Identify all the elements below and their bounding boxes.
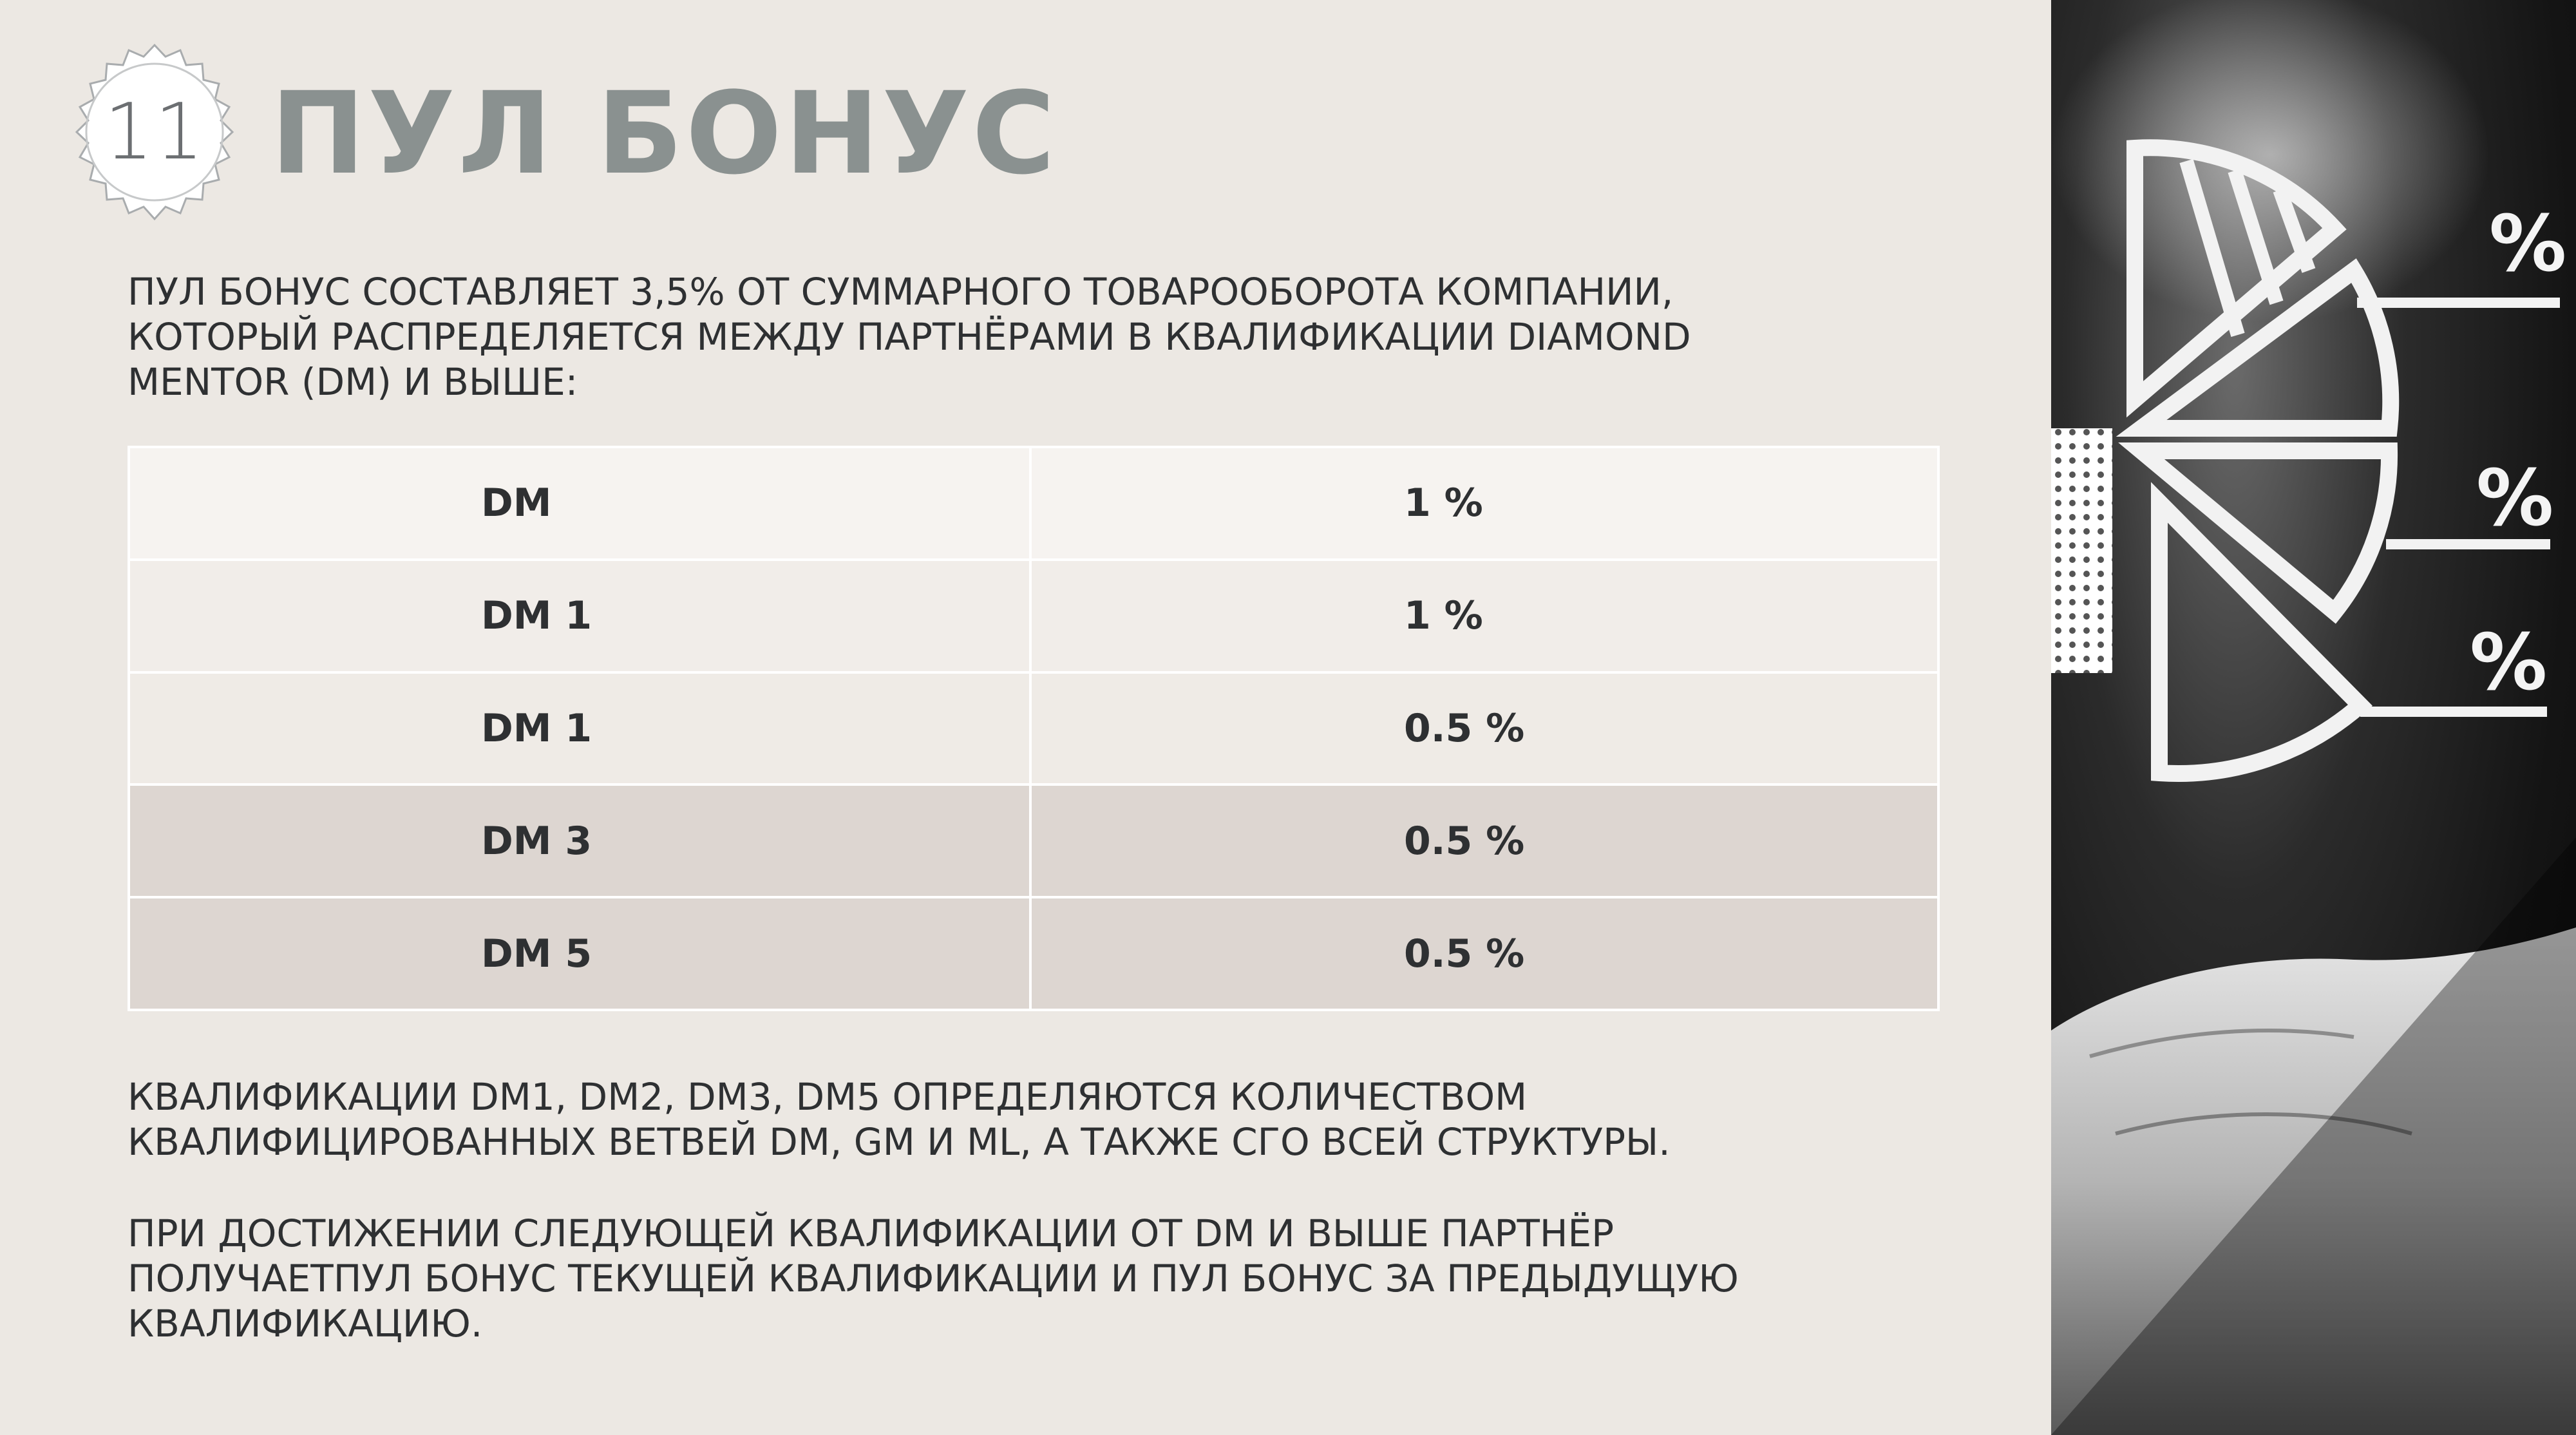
hand-chart-photo	[2051, 0, 2576, 1435]
qualification-cell: DM 1	[130, 561, 1032, 671]
slide-number-badge	[58, 35, 251, 229]
page-title: ПУЛ БОНУС	[270, 68, 1058, 200]
bonus-table	[128, 446, 1940, 1011]
table-row	[130, 561, 1937, 674]
table-row	[130, 448, 1937, 561]
table-row	[130, 674, 1937, 786]
percent-label: %	[2489, 200, 2567, 289]
table-row	[130, 898, 1937, 1009]
qualification-note: КВАЛИФИКАЦИИ DM1, DM2, DM3, DM5 ОПРЕДЕЛЯЮТСЯ КОЛИЧЕСТВОМ КВАЛИФИЦИРОВАННЫХ ВЕТВЕЙ DM, GM И ML, А ТАКЖЕ СГО ВСЕЙ СТРУКТУРЫ.	[128, 1075, 1671, 1164]
qualification-cell: DM 5	[130, 898, 1032, 1009]
qualification-cell: DM 3	[130, 786, 1032, 896]
table-row	[130, 786, 1937, 898]
bonus-cell: 0.5 %	[1404, 705, 1525, 751]
intro-text: ПУЛ БОНУС СОСТАВЛЯЕТ 3,5% ОТ СУММАРНОГО ТОВАРООБОРОТА КОМПАНИИ, КОТОРЫЙ РАСПРЕДЕЛЯЕТСЯ МЕЖДУ ПАРТНЁРАМИ В КВАЛИФИКАЦИИ DIAMOND MENTOR (DM) И ВЫШЕ:	[128, 270, 1691, 404]
slide-number: 11	[104, 87, 205, 177]
bonus-cell: 1 %	[1404, 593, 1483, 639]
qualification-cell: DM 1	[130, 674, 1032, 784]
pie-wedge-dotted	[2051, 428, 2112, 673]
bonus-cell: 1 %	[1404, 480, 1483, 526]
percent-label: %	[2476, 454, 2554, 544]
bonus-cell: 0.5 %	[1404, 818, 1525, 864]
bonus-cell: 0.5 %	[1404, 931, 1525, 976]
promotion-note: ПРИ ДОСТИЖЕНИИ СЛЕДУЮЩЕЙ КВАЛИФИКАЦИИ ОТ DM И ВЫШЕ ПАРТНЁР ПОЛУЧАЕТПУЛ БОНУС ТЕКУЩЕЙ КВАЛИФИКАЦИИ И ПУЛ БОНУС ЗА ПРЕДЫДУЩУЮ КВАЛИФИКАЦИЮ.	[128, 1212, 1739, 1345]
percent-label: %	[2470, 618, 2548, 708]
pie-chart-illustration	[2051, 0, 2576, 1435]
qualification-cell: DM	[130, 448, 1032, 558]
